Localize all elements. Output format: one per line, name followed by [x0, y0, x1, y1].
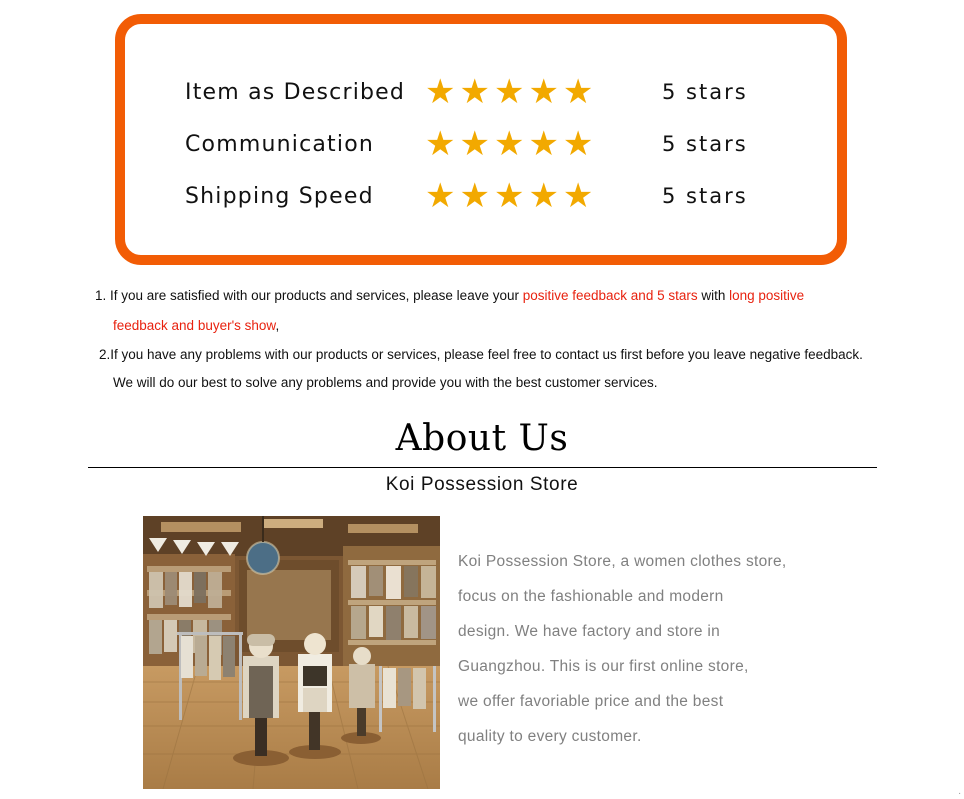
note-item-1 — [0, 281, 964, 311]
note-item-2: 2.If you have any problems with our products or services, please feel free to contact us first before you leave negative feedback. — [99, 347, 863, 362]
rating-score: 5 stars — [662, 184, 748, 208]
corner-mark: . — [958, 786, 961, 797]
rating-card — [115, 14, 847, 265]
rating-label-item-as-described: Item as Described — [185, 79, 406, 105]
about-line: Guangzhou. This is our first online store, — [458, 658, 749, 675]
note-1-suffix: , — [275, 318, 280, 333]
rating-score: 5 stars — [662, 80, 748, 104]
page-title: About Us — [395, 418, 569, 459]
rating-label-shipping-speed: Shipping Speed — [185, 183, 374, 209]
about-line: we offer favoriable price and the best — [458, 693, 724, 710]
rating-row — [125, 170, 837, 222]
rating-rows — [125, 24, 837, 255]
rating-row — [125, 66, 837, 118]
about-line: quality to every customer. — [458, 728, 642, 745]
store-name: Koi Possession Store — [385, 474, 579, 495]
star-rating-icon: ★★★★★ — [425, 72, 598, 112]
about-line: design. We have factory and store in — [458, 623, 721, 640]
star-rating-icon: ★★★★★ — [425, 124, 598, 164]
star-rating-icon: ★★★★★ — [425, 176, 598, 216]
rating-score: 5 stars — [662, 132, 748, 156]
rating-row — [125, 118, 837, 170]
note-item-2-cont: We will do our best to solve any problems and provide you with the best customer services. — [113, 375, 658, 390]
feedback-notes — [0, 281, 964, 397]
store-photo — [143, 516, 440, 789]
about-line: Koi Possession Store, a women clothes store, — [458, 553, 787, 570]
note-1-highlight-3: feedback and buyer's show — [113, 318, 276, 333]
note-1-mid: with — [697, 288, 730, 303]
note-1-highlight-2: long positive — [729, 288, 805, 303]
about-description — [458, 544, 878, 754]
about-line: focus on the fashionable and modern — [458, 588, 724, 605]
store-interior-image — [143, 516, 440, 789]
rating-label-communication: Communication — [185, 131, 375, 157]
note-1-highlight-1: positive feedback and 5 stars — [522, 288, 698, 303]
note-item-1-cont — [0, 311, 964, 341]
note-1-prefix: 1. If you are satisfied with our products and services, please leave your — [95, 288, 523, 303]
divider — [88, 467, 877, 468]
